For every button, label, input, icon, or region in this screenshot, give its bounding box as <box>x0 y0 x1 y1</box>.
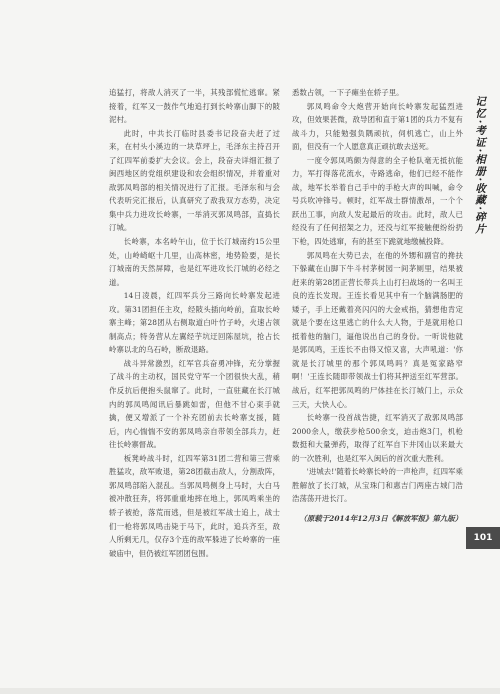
paragraph: 悉数占领，一下子瘫坐在轿子里。 <box>292 88 404 97</box>
paragraph: 一度令郭凤鸣颇为得意的全子枪队毫无抵抗能力，军打得落花流水，寺路逃命，他们已经不能作战，地军长举着自己手中的手枪大声的叫喊，命令号兵吹冲锋号。顿时，红军战士群情激昂，一个个跃出工事，向敌人发起最后的攻击。此时，敌人已经没有了任何招架之力，还没与红军接触便纷纷扔下枪，四处逃窜，有的甚至下跪就地缴械投降。 <box>292 155 463 247</box>
page-number <box>466 527 500 549</box>
paragraph: 此时，中共长汀临时县委书记段奋夫赶了过来，在村头小溪边的一块草坪上，毛泽东主持召开了红四军前委扩大会议。会上，段奋夫详细汇报了闽西地区的党组织建设和农会组织情况，并着重对敌郭凤鸣部的相关情况进行了汇报。毛泽东和与会代表听完汇报后，认真研究了敌我双方态势，决定集中兵力进攻长岭寨，一举消灭郭凤鸣部，直捣长汀城。 <box>109 128 280 233</box>
paragraph: '进城去!'随着长岭寨长岭的一声枪声，红四军乘胜解放了长汀城，从宝珠门和惠吉门两座古城门浩浩荡荡开进长汀。 <box>292 467 463 504</box>
section-side-title: 记忆·考证·相册·收藏·碎片 <box>474 96 486 236</box>
paragraph: 追猛打，将敌人消灭了一半，其残部慌忙逃窜。紧接着，红军又一鼓作气地追打到长岭寨山脚下的陂泥村。 <box>109 88 280 125</box>
paragraph: 长岭寨，本名岭午山，位于长汀城南约15公里处，山岭崎岖十几里，山高林密，地势险要，是长汀城南的天然屏障，也是红军进攻长汀城的必经之道。 <box>109 237 280 287</box>
right-text-column <box>292 86 463 526</box>
bottom-border <box>0 688 500 694</box>
paragraph: 14日凌晨，红四军兵分三路向长岭寨发起进攻。第31团担任主攻，经陂头插向岭前，直取长岭寨主峰；第28团从右侧取道白叶竹子岭，火速占领制高点；特务营从左翼经芋坑迂回陈屋坑，抢占长岭寨以北的乌石岭，断敌退路。 <box>109 291 280 355</box>
paragraph: 战斗异常激烈，红军官兵奋勇冲锋，充分掌握了战斗的主动权，国民党守军一个团很快大乱，稍作反抗后便抱头鼠窜了。此时，一直驻藏在长汀城内的郭凤鸣闻讯后暴跳如雷，但他不甘心束手就擒，便又增派了一个补充团前去长岭寨支援，随后，内心惴惴不安的郭凤鸣亲自带领全部兵力，赶往长岭寨督战。 <box>109 358 280 450</box>
paragraph: 郭凤鸣在大势已去，在他的外甥和副官的搀扶下躲藏在山脚下牛斗村茅树园一间茅厕里，结果被赶来的第28团正营长带兵上山打扫战场的一名叫王良的连长发现。王连长看见其中有一个脑满肠肥的矮子，手上还戴着亮闪闪的大金戒指，猜想他肯定就是个要在这里逃亡的什么大人物，于是就用枪口抵着他的脑门，逼他说出自己的身份。一听说他就是郭凤鸣，王连长不由得又惊又喜，大声吼道：'你就是长汀城里的那个郭凤鸣吗？真是冤家路窄啊！'王连长随即带领战士们将其押送至红军营部。战后，红军把郭凤鸣的尸体挂在长汀城门上，示众三天，大快人心。 <box>292 250 463 409</box>
paragraph: 长岭寨一役首战告捷，红军消灭了敌郭凤鸣部2000余人，缴获步枪500余支，迫击炮3门，机枪数挺和大量弹药，取得了红军自下井冈山以来最大的一次胜利，也是红军入闽后的首次重大胜利。 <box>292 413 463 463</box>
source-note: （原载于2014年12月3日《解放军报》第九版） <box>299 513 463 523</box>
left-text-column <box>109 86 280 560</box>
paragraph: 郭凤鸣命令大炮营开始向长岭寨发起猛烈进攻，但效果甚微，敌导团和直于第1团的兵力不复有战斗力，只能勉强负隅顽抗，伺机逃亡，山上外面，但没有一个人愿意真正顽抗敢去送死。 <box>292 101 463 152</box>
page-number-label: 101 <box>473 533 493 543</box>
paragraph: 板凳岭战斗时，红四军第31团二营和第三营乘胜猛攻，敌军败退，第28团截击敌人，分割敌阵，郭凤鸣部陷入混乱。当郭凤鸣侧身上马时，大白马被冲散狂奔，将郭重重地摔在地上，郭凤鸣乘坐的轿子被抢，落荒而逃，但是被红军战士追上，战士们一枪将郭凤鸣击毙于马下，此时，追兵齐至，敌人所剩无几，仅存3个连的敌军躲进了长岭寨的一座破庙中，但仍被红军团团包围。 <box>109 453 280 558</box>
